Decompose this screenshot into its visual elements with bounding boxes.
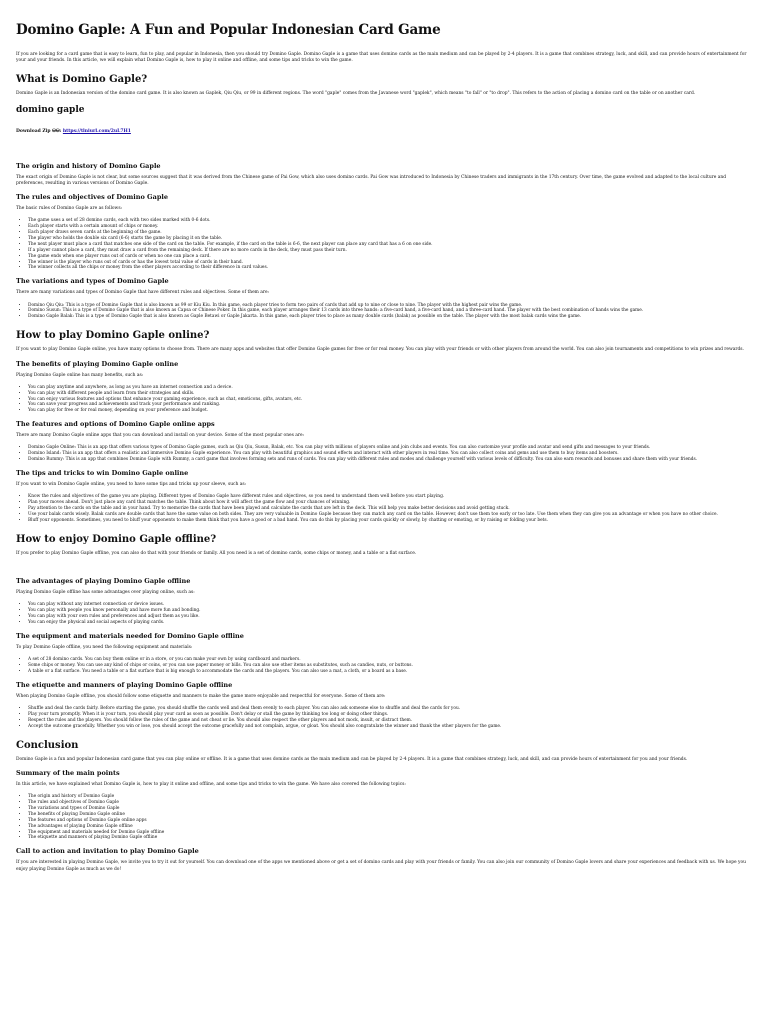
variations-list (16, 303, 754, 321)
list-item: • The winner is the player who runs out of cards or has the lowest total value of cards in their hand. (28, 260, 754, 266)
online-apps-list (16, 445, 754, 463)
summary-list (16, 794, 754, 841)
list-item: • Play your turn promptly. When it is your turn, you should play your card as soon as possible. Don't delay or stall the game by thinking too long or doing other things. (28, 712, 754, 718)
online-tips-intro: If you want to win Domino Gaple online, you need to have some tips and tricks up your sleeve, such as: (16, 482, 247, 488)
page-title: Domino Gaple: A Fun and Popular Indonesian Card Game (16, 22, 441, 38)
list-item: • The variations and types of Domino Gaple (28, 806, 754, 812)
heading-offline-advantages: The advantages of playing Domino Gaple offline (16, 577, 191, 586)
list-item: • Domino Rummy: This is an app that combines Domino Gaple with Rummy, a card game that involves forming sets and runs of cards. You can play with different rules and modes and challenge yourself with various levels of difficulty. You can also earn rewards and bonuses and share them with your friends. (28, 457, 754, 463)
heading-online: How to play Domino Gaple online? (16, 330, 210, 342)
heading-online-tips: The tips and tricks to win Domino Gaple online (16, 469, 189, 478)
list-item: • Use your balak cards wisely. Balak cards are double cards that have the same value on both sides. They are very valuable in Domino Gaple because they can match any card on the table. However, don't use them too early or too late. Use them when they can give you an advantage or when you have no other choice. (28, 512, 754, 518)
list-item: • The origin and history of Domino Gaple (28, 794, 754, 800)
list-item: • Pay attention to the cards on the table and in your hand. Try to memorize the cards that have been played and calculate the cards that are left in the deck. This will help you make better decisions and avoid getting stuck. (28, 506, 754, 512)
list-item: • Shuffle and deal the cards fairly. Before starting the game, you should shuffle the cards well and deal them evenly to each player. You can also ask someone else to shuffle and deal the cards for you. (28, 706, 754, 712)
download-separator: ⛁⛁: (52, 128, 62, 134)
online-benefits-list (16, 385, 754, 415)
list-item: • Plan your moves ahead. Don't just place any card that matches the table. Think about how it will affect the game flow and your chances of winning. (28, 500, 754, 506)
list-item: • The features and options of Domino Gaple online apps (28, 818, 754, 824)
list-item: • The benefits of playing Domino Gaple online (28, 812, 754, 818)
online-tips-list (16, 494, 754, 524)
list-item: • You can play for free or for real money, depending on your preference and budget. (28, 408, 754, 414)
list-item: • The etiquette and manners of playing Domino Gaple offline (28, 835, 754, 841)
download-line (16, 129, 754, 134)
list-item: • The equipment and materials needed for Domino Gaple offline (28, 830, 754, 836)
list-item: • You can play without any internet connection or device issues. (28, 602, 754, 608)
heading-rules: The rules and objectives of Domino Gaple (16, 193, 168, 202)
offline-etiquette-intro: When playing Domino Gaple offline, you should follow some etiquette and manners to make the game more enjoyable and respectful for everyone. Some of them are: (16, 693, 386, 699)
list-item: • You can save your progress and achievements and track your performance and ranking. (28, 402, 754, 408)
rules-intro: The basic rules of Domino Gaple are as follows: (16, 206, 123, 212)
conclusion-paragraph: Domino Gaple is a fun and popular Indonesian card game that you can play online or offline. It is a game that uses domino cards as the main medium and can be played by 2-4 players. It is a game that combines strategy, luck, and skill, and can provide hours of entertainment for you and your friends. (16, 756, 688, 762)
offline-equipment-list (16, 657, 754, 675)
list-item: • Bluff your opponents. Sometimes, you need to bluff your opponents to make them think that you have a good or a bad hand. You can do this by placing your cards quickly or slowly, by chatting or emoting, or by raising or folding your bets. (28, 518, 754, 524)
offline-etiquette-list (16, 706, 754, 730)
heading-online-apps: The features and options of Domino Gaple online apps (16, 420, 215, 429)
list-item: • Domino Gaple Balak: This is a type of Domino Gaple that is also known as Gaple Betawi or Gaple Jakarta. In this game, each player tries to place as many double cards (balak) as possible on the table. The player with the most balak cards wins the game. (28, 314, 754, 320)
offline-advantages-intro: Playing Domino Gaple offline has some advantages over playing online, such as: (16, 590, 195, 596)
heading-summary: Summary of the main points (16, 768, 120, 777)
list-item: • The rules and objectives of Domino Gaple (28, 800, 754, 806)
list-item: • The player who holds the double six card (6-6) starts the game by placing it on the table. (28, 236, 754, 242)
list-item: • You can enjoy various features and options that enhance your gaming experience, such as chat, emoticons, gifts, avatars, etc. (28, 397, 754, 403)
offline-paragraph: If you prefer to play Domino Gaple offline, you can also do that with your friends or family. All you need is a set of domino cards, some chips or money, and a table or a flat surface. (16, 550, 417, 556)
heading-variations: The variations and types of Domino Gaple (16, 277, 169, 286)
list-item: • You can enjoy the physical and social aspects of playing cards. (28, 620, 754, 626)
heading-conclusion: Conclusion (16, 739, 79, 751)
heading-cta: Call to action and invitation to play Domino Gaple (16, 847, 199, 856)
list-item: • You can play with people you know personally and have more fun and bonding. (28, 608, 754, 614)
list-item: • The game uses a set of 28 domino cards, each with two sides marked with 0-6 dots. (28, 218, 754, 224)
variations-intro: There are many variations and types of Domino Gaple that have different rules and objectives. Some of them are: (16, 290, 270, 296)
list-item: • Domino Gaple Online: This is an app that offers various types of Domino Gaple games, such as Qiu Qiu, Susun, Balak, etc. You can play with millions of players online and join clubs and events. You can also customize your profile and avatar and send gifts and messages to your friends. (28, 445, 754, 451)
online-apps-intro: There are many Domino Gaple online apps that you can download and install on your device. Some of the most popular ones are: (16, 433, 305, 439)
list-item: • Accept the outcome gracefully. Whether you win or lose, you should accept the outcome gracefully and not complain, argue, or gloat. You should also congratulate the winner and thank the other players for the game. (28, 724, 754, 730)
list-item: • Domino Island: This is an app that offers a realistic and immersive Domino Gaple experience. You can play with beautiful graphics and sound effects and interact with other players in real time. You can also collect coins and gems and use them to buy items and boosters. (28, 451, 754, 457)
list-item: • The game ends when one player runs out of cards or when no one can place a card. (28, 254, 754, 260)
list-item: • Domino Susun: This is a type of Domino Gaple that is also known as Capsa or Chinese Poker. In this game, each player arranges their 13 cards into three hands: a five-card hand, a five-card hand, and a three-card hand. The player with the best combination of hands wins the game. (28, 308, 754, 314)
heading-origin: The origin and history of Domino Gaple (16, 161, 161, 170)
summary-intro: In this article, we have explained what Domino Gaple is, how to play it online and offline, and some tips and tricks to win the game. We have also covered the following topics: (16, 781, 406, 787)
list-item: • Respect the rules and the players. You should follow the rules of the game and not cheat or lie. You should also respect the other players and not mock, insult, or distract them. (28, 718, 754, 724)
download-label: Download Zip (16, 128, 51, 134)
offline-advantages-list (16, 602, 754, 626)
list-item: • Each player starts with a certain amount of chips or money. (28, 224, 754, 230)
list-item: • Know the rules and objectives of the game you are playing. Different types of Domino Gaple have different rules and objectives, so you need to understand them well before you start playing. (28, 494, 754, 500)
list-item: • You can play with different people and learn from their strategies and skills. (28, 391, 754, 397)
list-item: • You can play with your own rules and preferences and adjust them as you like. (28, 614, 754, 620)
list-item: • A table or a flat surface. You need a table or a flat surface that is big enough to accommodate the cards and the players. You can also use a mat, a cloth, or a board as a base. (28, 669, 754, 675)
list-item: • Some chips or money. You can use any kind of chips or coins, or you can use paper money or bills. You can also use other items as substitutes, such as candies, nuts, or buttons. (28, 663, 754, 669)
origin-paragraph: The exact origin of Domino Gaple is not clear, but some sources suggest that it was derived from the Chinese game of Pai Gow, which also uses domino cards. Pai Gow was introduced to Indonesia by Chinese traders and immigrants in the 17th century. Over time, the game evolved and adapted to the local culture and preferences, resulting in various versions of Domino Gaple. (16, 174, 727, 186)
list-item: • If a player cannot place a card, they must draw a card from the remaining deck. If there are no more cards in the deck, they must pass their turn. (28, 248, 754, 254)
online-paragraph: If you want to play Domino Gaple online, you have many options to choose from. There are many apps and websites that offer Domino Gaple games for free or for real money. You can play with your friends or with other players from around the world. You can also join tournaments and competitions to win prizes and rewards. (16, 347, 744, 353)
intro-paragraph: If you are looking for a card game that is easy to learn, fun to play, and popular in Indonesia, then you should try Domino Gaple. Domino Gaple is a game that uses domino cards as the main medium and can be played by 2-4 players. It is a game that combines strategy, luck, and skill, and can provide hours of entertainment for your and your friends. In this article, we will explain what Domino Gaple is, how to play it online and offline, and some tips and tricks to win the game. (16, 52, 747, 64)
heading-offline-equipment: The equipment and materials needed for Domino Gaple offline (16, 631, 244, 640)
heading-offline: How to enjoy Domino Gaple offline? (16, 533, 217, 545)
list-item: • Domino Qiu Qiu: This is a type of Domino Gaple that is also known as 99 or Kiu Kiu. In this game, each player tries to form two pairs of cards that add up to nine or close to nine. The player with the highest pair wins the game. (28, 303, 754, 309)
heading-offline-etiquette: The etiquette and manners of playing Domino Gaple offline (16, 680, 233, 689)
list-item: • The winner collects all the chips or money from the other players according to their difference in card values. (28, 265, 754, 271)
list-item: • The next player must place a card that matches one side of the card on the table. For example, if the card on the table is 6-6, the next player can place any card that has a 6 on one side. (28, 242, 754, 248)
what-paragraph: Domino Gaple is an Indonesian version of the domino card game. It is also known as Gaplek, Qiu Qiu, or 99 in different regions. The word "gaple" comes from the Javanese word "gaplek", which means "to fall" or "to drop". This refers to the action of placing a domino card on the table or on another card. (16, 91, 696, 97)
heading-what: What is Domino Gaple? (16, 74, 148, 86)
list-item: • A set of 28 domino cards. You can buy them online or in a store, or you can make your own by using cardboard and markers. (28, 657, 754, 663)
list-item: • The advantages of playing Domino Gaple offline (28, 824, 754, 830)
cta-paragraph: If you are interested in playing Domino Gaple, we invite you to try it out for yourself. You can download one of the apps we mentioned above or get a set of domino cards and play with your friends or family. You can also join our community of Domino Gaple lovers and share your experiences and feedback with us. We hope you enjoy playing Domino Gaple as much as we do! (16, 860, 746, 872)
subheading-domino-gaple: domino gaple (16, 104, 85, 115)
download-link[interactable]: https://tlniurl.com/2uL7H1 (62, 128, 131, 134)
rules-list (16, 218, 754, 271)
list-item: • Each player draws seven cards at the beginning of the game. (28, 230, 754, 236)
online-benefits-intro: Playing Domino Gaple online has many benefits, such as: (16, 372, 144, 378)
list-item: • You can play anytime and anywhere, as long as you have an internet connection and a device. (28, 385, 754, 391)
offline-equipment-intro: To play Domino Gaple offline, you need the following equipment and materials: (16, 644, 193, 650)
heading-online-benefits: The benefits of playing Domino Gaple online (16, 359, 179, 368)
